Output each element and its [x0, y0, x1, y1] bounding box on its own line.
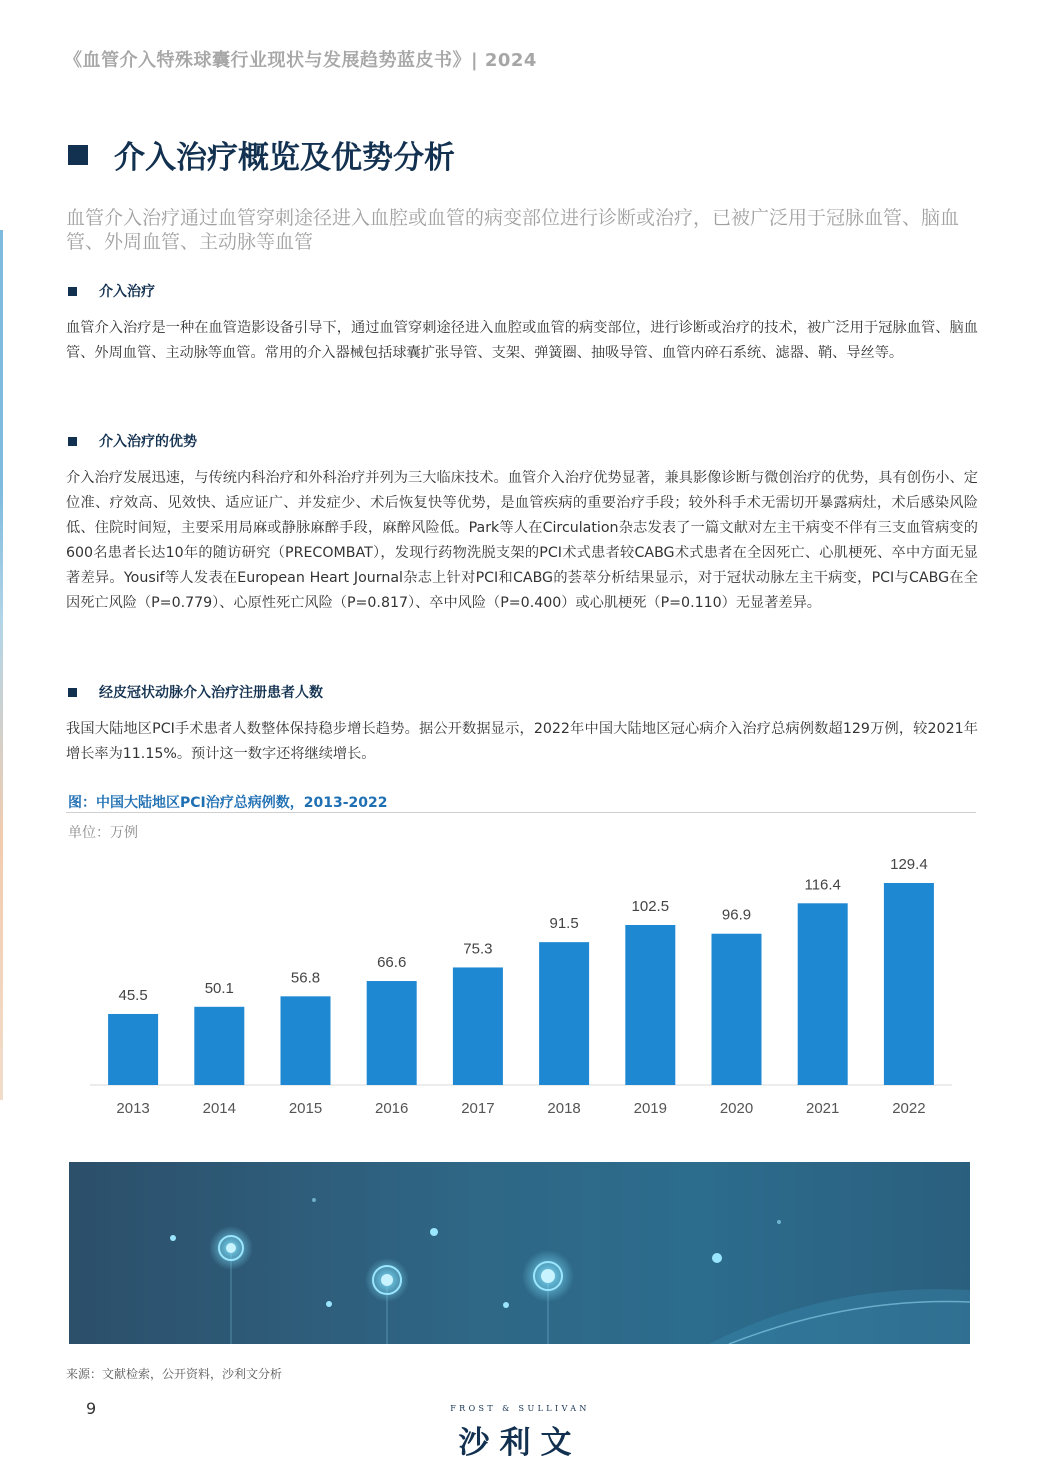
- data-label-2021: 116.4: [804, 876, 841, 894]
- data-label-2013: 45.5: [118, 986, 148, 1004]
- x-tick-label-2017: 2017: [461, 1100, 495, 1117]
- logo-english: FROST & SULLIVAN: [450, 1404, 590, 1413]
- subheading-intervention: [68, 281, 155, 301]
- x-tick-label-2022: 2022: [892, 1100, 926, 1117]
- subheading-advantages: [68, 431, 197, 451]
- x-tick-label-2019: 2019: [633, 1100, 667, 1117]
- page-number: 9: [86, 1399, 97, 1418]
- pci-bar-chart: [66, 840, 966, 1130]
- subheading-bullet: [68, 688, 77, 697]
- bar-2022: [884, 883, 934, 1085]
- logo-chinese: 沙利文: [458, 1425, 582, 1461]
- subheading-text: 介入治疗: [99, 284, 155, 300]
- x-tick-label-2016: 2016: [375, 1100, 409, 1117]
- bar-2016: [367, 981, 417, 1085]
- subheading-text: 介入治疗的优势: [99, 434, 197, 450]
- subheading-text: 经皮冠状动脉介入治疗注册患者人数: [99, 685, 323, 701]
- data-label-2020: 96.9: [721, 906, 752, 924]
- x-tick-label-2020: 2020: [719, 1100, 754, 1117]
- subheading-pci-patients: [68, 682, 323, 702]
- x-tick-label-2013: 2013: [116, 1100, 150, 1117]
- paragraph-pci-patients: 我国大陆地区PCI手术患者人数整体保持稳步增长趋势。据公开数据显示，2022年中国大陆地区冠心病介入治疗总病例数超129万例，较2021年增长率为11.15%。预计这一数字还将继续增长。: [66, 721, 978, 762]
- bar-2018: [539, 942, 589, 1085]
- x-tick-label-2014: 2014: [202, 1100, 236, 1117]
- data-label-2016: 66.6: [377, 954, 407, 972]
- x-tick-label-2021: 2021: [806, 1100, 840, 1117]
- section-title-row: [68, 132, 455, 177]
- data-label-2017: 75.3: [463, 940, 493, 958]
- frost-sullivan-logo: [440, 1404, 600, 1462]
- section-title: 介入治疗概览及优势分析: [114, 140, 455, 176]
- title-bullet-square: [68, 145, 88, 165]
- data-label-2018: 91.5: [549, 915, 579, 933]
- x-tick-label-2018: 2018: [547, 1100, 581, 1117]
- figure-divider: [66, 812, 976, 813]
- figure-source: 来源：文献检索，公开资料，沙利文分析: [66, 1367, 283, 1381]
- left-edge-decoration: [0, 230, 3, 1100]
- section-lead: 血管介入治疗通过血管穿刺途径进入血腔或血管的病变部位进行诊断或治疗，已被广泛用于冠脉血管、脑血管、外周血管、主动脉等血管: [66, 207, 960, 253]
- decorative-banner-image: [69, 1162, 970, 1344]
- bar-2020: [712, 934, 762, 1085]
- paragraph-advantages: 介入治疗发展迅速，与传统内科治疗和外科治疗并列为三大临床技术。血管介入治疗优势显著，兼具影像诊断与微创治疗的优势，具有创伤小、定位准、疗效高、见效快、适应证广、并发症少、术后恢复快等优势，是血管疾病的重要治疗手段；较外科手术无需切开暴露病灶，术后感染风险低、住院时间短，主要采用局麻或静脉麻醉手段，麻醉风险低。Park等人在Circulation杂志发表了一篇文献对左主干病变不伴有三支血管病变的600名患者长达10年的随访研究（PRECOMBAT），发现行药物洗脱支架的PCI术式患者较CABG术式患者在全因死亡、心肌梗死、卒中方面无显著差异。Yousif等人发表在European Heart Journal杂志上针对PCI和CABG的荟萃分析结果显示，对于冠状动脉左主干病变，PCI与CABG在全因死亡风险（P=0.779）、心原性死亡风险（P=0.817）、卒中风险（P=0.400）或心肌梗死（P=0.110）无显著差异。: [66, 470, 978, 611]
- bar-2014: [194, 1007, 244, 1085]
- subheading-bullet: [68, 437, 77, 446]
- bar-2015: [281, 996, 331, 1085]
- subheading-bullet: [68, 287, 77, 296]
- figure-unit: 单位：万例: [68, 825, 138, 841]
- data-label-2014: 50.1: [204, 979, 234, 997]
- bar-2019: [625, 925, 675, 1085]
- banner-graphic: [69, 1162, 970, 1344]
- bar-2013: [108, 1014, 158, 1085]
- data-label-2022: 129.4: [890, 856, 928, 873]
- bar-2017: [453, 967, 503, 1085]
- data-label-2015: 56.8: [290, 969, 321, 987]
- data-label-2019: 102.5: [631, 897, 670, 915]
- document-header: 《血管介入特殊球囊行业现状与发展趋势蓝皮书》| 2024: [64, 50, 537, 71]
- x-tick-label-2015: 2015: [288, 1100, 323, 1117]
- figure-title: 图：中国大陆地区PCI治疗总病例数，2013-2022: [68, 795, 388, 811]
- bar-2021: [798, 903, 848, 1085]
- paragraph-intervention: 血管介入治疗是一种在血管造影设备引导下，通过血管穿刺途径进入血腔或血管的病变部位，进行诊断或治疗的技术，被广泛用于冠脉血管、脑血管、外周血管、主动脉等血管。常用的介入器械包括球囊扩张导管、支架、弹簧圈、抽吸导管、血管内碎石系统、滤器、鞘、导丝等。: [66, 320, 978, 361]
